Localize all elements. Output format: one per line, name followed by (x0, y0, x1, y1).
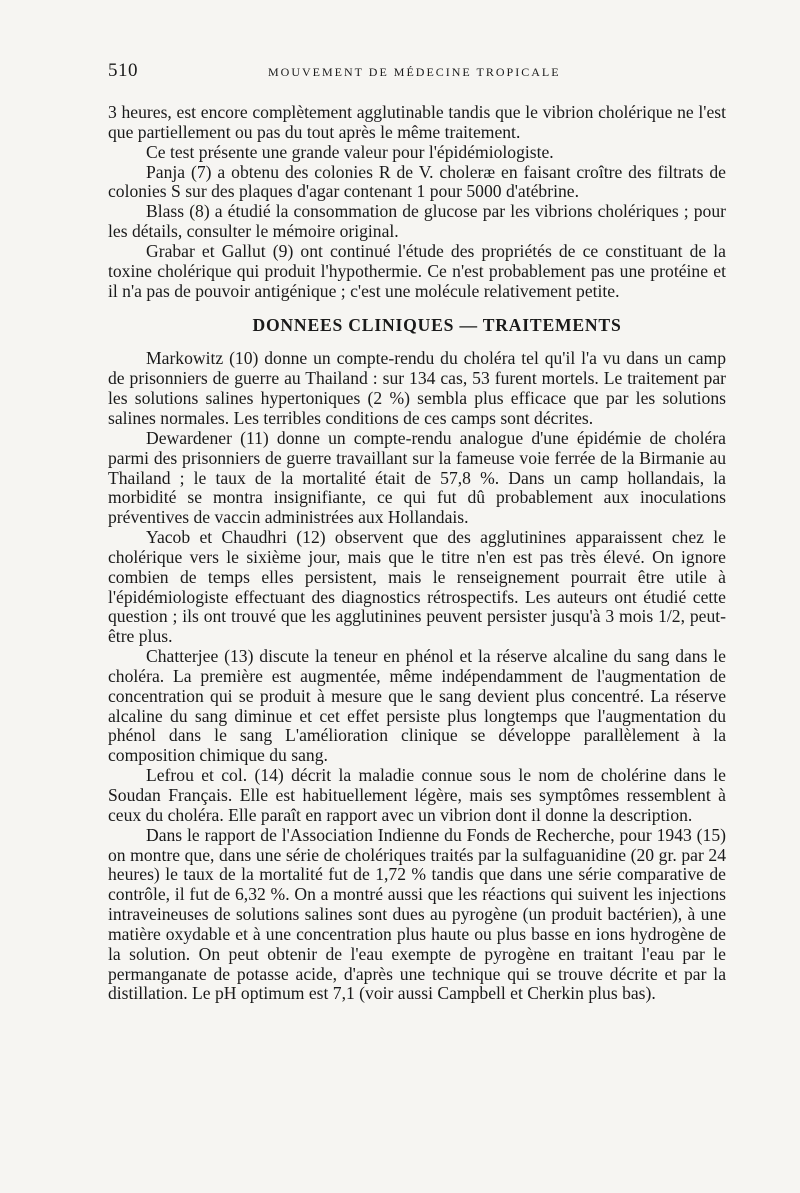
body-text (108, 103, 726, 1004)
paragraph: Dans le rapport de l'Association Indienne du Fonds de Recherche, pour 1943 (15) on montre que, dans une série de cholériques traités par la sulfaguanidine (20 gr. par 24 heures) le taux de la mortalité fut de 1,72 % tandis que dans une série comparative de contrôle, il fut de 6,32 %. On a montré aussi que les réactions qui suivent les injections intraveineuses de solutions salines sont dues au pyrogène (un produit bactérien), à une matière oxydable et à une concentration plus haute ou plus basse en ions hydrogène de la solution. On peut obtenir de l'eau exempte de pyrogène en traitant l'eau par le permanganate de potasse acide, d'après une technique qui se trouve décrite et par la distillation. Le pH optimum est 7,1 (voir aussi Campbell et Cherkin plus bas). (108, 824, 726, 1004)
paragraph: Chatterjee (13) discute la teneur en phénol et la réserve alcaline du sang dans le choléra. La première est augmentée, même indépendamment de l'augmentation de concentration qui se produit à mesure que le sang devient plus concentré. La réserve alcaline du sang diminue et cet effet persiste plus longtemps que l'augmentation du phénol dans le sang L'amélioration clinique se développe parallèlement à la composition chimique du sang. (108, 646, 726, 766)
paragraph: Blass (8) a étudié la consommation de glucose par les vibrions cholériques ; pour les détails, consulter le mémoire original. (108, 201, 726, 242)
paragraph: 3 heures, est encore complètement agglutinable tandis que le vibrion cholérique ne l'est que partiellement ou pas du tout après le même traitement. (108, 102, 726, 142)
section-heading (108, 315, 726, 335)
paragraph: Ce test présente une grande valeur pour l'épidémiologiste. (146, 141, 554, 162)
page-number: 510 (108, 60, 138, 81)
paragraph: Dewardener (11) donne un compte-rendu analogue d'une épidémie de choléra parmi des prisonniers de guerre travaillant sur la fameuse voie ferrée de la Birmanie au Thailand ; le taux de la mortalité était de 57,8 %. Dans un camp hollandais, la morbidité se montra insignifiante, ce qui fut dû probablement aux inoculations préventives de vaccin administrées aux Hollandais. (108, 427, 726, 528)
section-heading-text: DONNEES CLINIQUES — TRAITEMENTS (252, 315, 622, 336)
page-header (108, 60, 726, 82)
paragraph: Markowitz (10) donne un compte-rendu du choléra tel qu'il l'a vu dans un camp de prisonniers de guerre au Thailand : sur 134 cas, 53 furent mortels. Le traitement par les solutions salines hypertoniques (2 %) sembla plus efficace que par les solutions salines normales. Les terribles conditions de ces camps sont décrites. (108, 348, 726, 428)
paragraph: Panja (7) a obtenu des colonies R de V. choleræ en faisant croître des filtrats de colonies S sur des plaques d'agar contenant 1 pour 5000 d'atébrine. (108, 161, 726, 202)
running-title: MOUVEMENT DE MÉDECINE TROPICALE (268, 65, 561, 79)
paragraph: Yacob et Chaudhri (12) observent que des agglutinines apparaissent chez le cholérique vers le sixième jour, mais que le titre n'en est pas très élevé. On ignore combien de temps elles persistent, mais le renseignement pourrait être utile à l'épidémiologiste effectuant des diagnostics rétrospectifs. Les auteurs ont étudié cette question ; ils ont trouvé que les agglutinines peuvent persister jusqu'à 3 mois 1/2, peut-être plus. (108, 527, 726, 647)
paragraph: Grabar et Gallut (9) ont continué l'étude des propriétés de ce constituant de la toxine cholérique qui produit l'hypothermie. Ce n'est probablement pas une protéine et il n'a pas de pouvoir antigénique ; c'est une molécule relativement petite. (108, 240, 726, 301)
paragraph: Lefrou et col. (14) décrit la maladie connue sous le nom de cholérine dans le Soudan Français. Elle est habituellement légère, mais ses symptômes ressemblent à ceux du choléra. Elle paraît en rapport avec un vibrion dont il donne la description. (108, 765, 726, 825)
